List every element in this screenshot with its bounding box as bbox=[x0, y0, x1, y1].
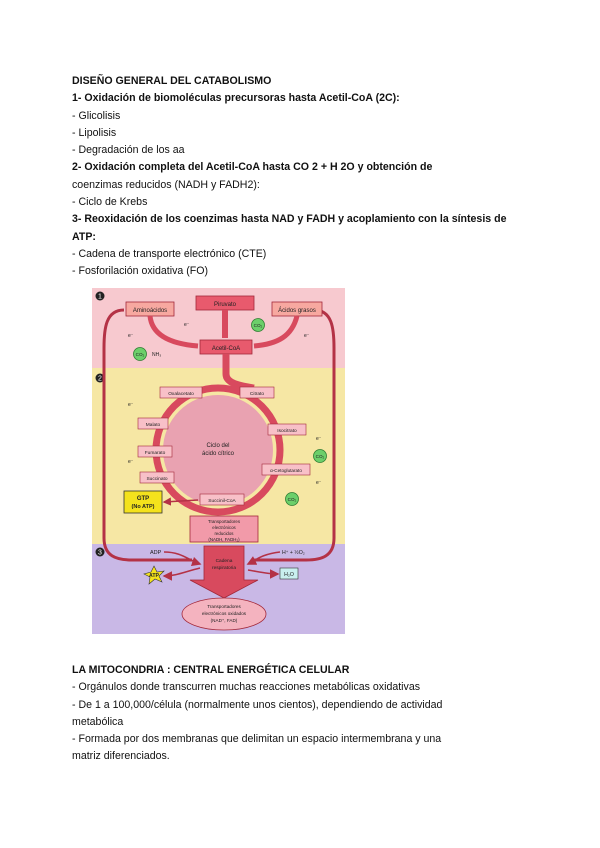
catabolism-overview bbox=[72, 73, 542, 281]
list-item: - De 1 a 100,000/célula (normalmente unos cientos), dependiendo de actividad bbox=[72, 698, 443, 711]
list-item: - Degradación de los aa bbox=[72, 144, 185, 157]
list-item: - Formada por dos membranas que delimitan un espacio intermembrana y una bbox=[72, 733, 442, 746]
succinil-coa-label: Succinil-CoA bbox=[208, 499, 236, 504]
adp-label: ADP bbox=[150, 550, 162, 556]
list-item: - Glicolisis bbox=[72, 109, 121, 122]
aminoacidos-label: Aminoácidos bbox=[132, 308, 168, 314]
malato-label: Malato bbox=[145, 423, 161, 428]
step3-heading: 3- Reoxidación de los coenzimas hasta NAD y FADH y acoplamiento con la síntesis de bbox=[72, 213, 507, 226]
electron-label: e⁻ bbox=[304, 333, 310, 339]
cycle-center-label: ácido cítrico bbox=[201, 451, 235, 457]
co2-label: CO₂ bbox=[253, 323, 263, 328]
nh3-label: NH₃ bbox=[152, 352, 162, 358]
piruvato-label: Piruvato bbox=[213, 302, 237, 308]
alfa-cetoglutarato-label: α-Cetoglutarato bbox=[270, 468, 302, 473]
gtp-sublabel: (No ATP) bbox=[131, 504, 155, 510]
cycle-disc bbox=[163, 395, 273, 505]
acidos-grasos-label: Ácidos grasos bbox=[278, 308, 316, 314]
electron-label: e⁻ bbox=[316, 436, 322, 442]
step2-continuation: coenzimas reducidos (NADH y FADH2): bbox=[72, 178, 260, 191]
list-item: - Fosforilación oxidativa (FO) bbox=[72, 265, 208, 278]
step2-heading: 2- Oxidación completa del Acetil-CoA hasta CO 2 + H 2O y obtención de bbox=[72, 161, 433, 174]
list-item: - Lipolisis bbox=[72, 126, 117, 139]
gtp-label: GTP bbox=[136, 496, 150, 502]
oxidized-transporters-label: Transportadores bbox=[207, 604, 241, 609]
co2-label: CO₂ bbox=[135, 352, 145, 357]
h-o2-label: H⁺ + ½O₂ bbox=[282, 550, 305, 556]
list-item: - Ciclo de Krebs bbox=[72, 196, 148, 209]
fumarato-label: Fumarato bbox=[144, 451, 166, 456]
catabolism-diagram bbox=[92, 288, 345, 634]
cycle-center-label: Ciclo del bbox=[206, 443, 230, 449]
list-item: - Orgánulos donde transcurren muchas reacciones metabólicas oxidativas bbox=[72, 681, 421, 694]
chain-label: respiratoria bbox=[212, 566, 236, 571]
section-title: DISEÑO GENERAL DEL CATABOLISMO bbox=[72, 75, 272, 87]
citrato-label: Citrato bbox=[249, 392, 265, 397]
electron-label: e⁻ bbox=[128, 333, 134, 339]
step3-heading-continuation: ATP: bbox=[72, 230, 96, 243]
stage-number: 1 bbox=[98, 293, 102, 301]
isocitrato-label: Isocitrato bbox=[277, 429, 297, 434]
step1-heading: 1- Oxidación de biomoléculas precursoras hasta Acetil-CoA (2C): bbox=[72, 92, 400, 105]
chain-label: Cadena bbox=[215, 559, 233, 564]
reduced-transporters-label: electrónicos bbox=[212, 525, 236, 530]
electron-label: e⁻ bbox=[316, 480, 322, 486]
oxidized-transporters-label: electrónicos oxidados bbox=[201, 611, 247, 616]
reduced-transporters-label: reducidos bbox=[214, 531, 234, 536]
list-item-continuation: metabólica bbox=[72, 715, 124, 728]
reduced-transporters-label: (NADH, FADH₂) bbox=[208, 537, 240, 542]
electron-label: e⁻ bbox=[128, 459, 134, 465]
oxidized-transporters-label: (NAD⁺, FAD) bbox=[210, 618, 238, 623]
co2-label: CO₂ bbox=[287, 497, 297, 502]
list-item: - Cadena de transporte electrónico (CTE) bbox=[72, 247, 267, 260]
acetil-coa-label: Acetil-CoA bbox=[211, 346, 241, 352]
h2o-label: H₂O bbox=[284, 572, 294, 578]
mitochondria-section bbox=[72, 662, 512, 766]
oxalacetato-label: Oxalacetato bbox=[168, 392, 194, 397]
stage-number: 3 bbox=[98, 549, 102, 557]
succinato-label: Succinato bbox=[146, 477, 168, 482]
electron-label: e⁻ bbox=[184, 322, 190, 328]
electron-label: e⁻ bbox=[128, 402, 134, 408]
list-item-continuation: matriz diferenciados. bbox=[72, 750, 170, 763]
section-title: LA MITOCONDRIA : CENTRAL ENERGÉTICA CELULAR bbox=[72, 664, 350, 676]
co2-label: CO₂ bbox=[315, 454, 325, 459]
atp-label: ATP bbox=[149, 573, 159, 579]
reduced-transporters-label: Transportadores bbox=[207, 519, 241, 524]
stage-number: 2 bbox=[98, 375, 102, 383]
